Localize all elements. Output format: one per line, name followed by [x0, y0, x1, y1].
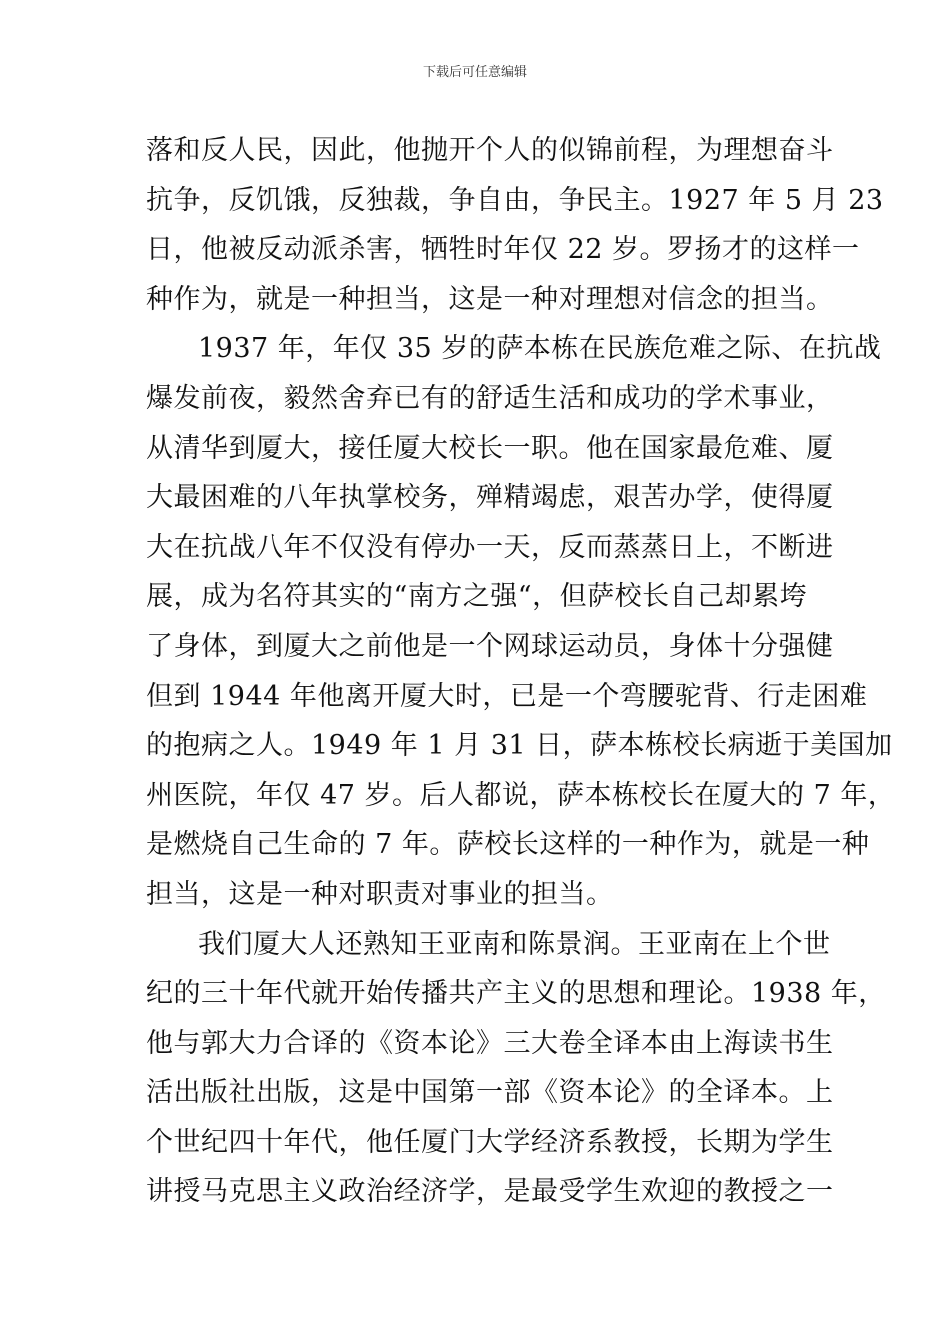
paragraph-first-line: 1937 年，年仅 35 岁的萨本栋在民族危难之际、在抗战 — [198, 333, 882, 365]
text-line: 爆发前夜，毅然舍弃已有的舒适生活和成功的学术事业， — [146, 382, 834, 414]
paragraph-first-line: 我们厦大人还熟知王亚南和陈景润。王亚南在上个世 — [198, 928, 831, 960]
text-line: 纪的三十年代就开始传播共产主义的思想和理论。1938 年， — [146, 978, 886, 1010]
document-body — [146, 126, 896, 1217]
page-header-note: 下载后可任意编辑 — [422, 65, 527, 80]
text-line: 州医院，年仅 47 岁。后人都说，萨本栋校长在厦大的 7 年， — [146, 779, 896, 811]
text-line: 活出版社出版，这是中国第一部《资本论》的全译本。上 — [146, 1077, 834, 1109]
text-line: 抗争，反饥饿，反独裁，争自由，争民主。1927 年 5 月 23 — [146, 184, 884, 216]
text-line: 落和反人民，因此，他抛开个人的似锦前程，为理想奋斗 — [146, 135, 834, 166]
text-line: 是燃烧自己生命的 7 年。萨校长这样的一种作为，就是一种 — [146, 829, 870, 861]
text-line: 大最困难的八年执掌校务，殚精竭虑，艰苦办学，使得厦 — [146, 482, 834, 514]
text-line: 讲授马克思主义政治经济学，是最受学生欢迎的教授之一 — [146, 1176, 834, 1208]
text-line: 个世纪四十年代，他任厦门大学经济系教授，长期为学生 — [146, 1126, 834, 1158]
text-line: 但到 1944 年他离开厦大时，已是一个弯腰驼背、行走困难 — [146, 680, 868, 712]
text-line: 种作为，就是一种担当，这是一种对理想对信念的担当。 — [146, 283, 834, 315]
text-line: 大在抗战八年不仅没有停办一天，反而蒸蒸日上，不断进 — [146, 531, 834, 563]
text-line: 日，他被反动派杀害，牺牲时年仅 22 岁。罗扬才的这样一 — [146, 234, 860, 266]
text-line: 他与郭大力合译的《资本论》三大卷全译本由上海读书生 — [146, 1027, 834, 1059]
text-line: 从清华到厦大，接任厦大校长一职。他在国家最危难、厦 — [146, 432, 834, 464]
text-line: 担当，这是一种对职责对事业的担当。 — [146, 878, 614, 910]
text-line: 展，成为名符其实的“南方之强“，但萨校长自己却累垮 — [146, 581, 808, 613]
text-line: 了身体，到厦大之前他是一个网球运动员，身体十分强健 — [146, 630, 834, 662]
text-line: 的抱病之人。1949 年 1 月 31 日，萨本栋校长病逝于美国加 — [146, 730, 893, 762]
